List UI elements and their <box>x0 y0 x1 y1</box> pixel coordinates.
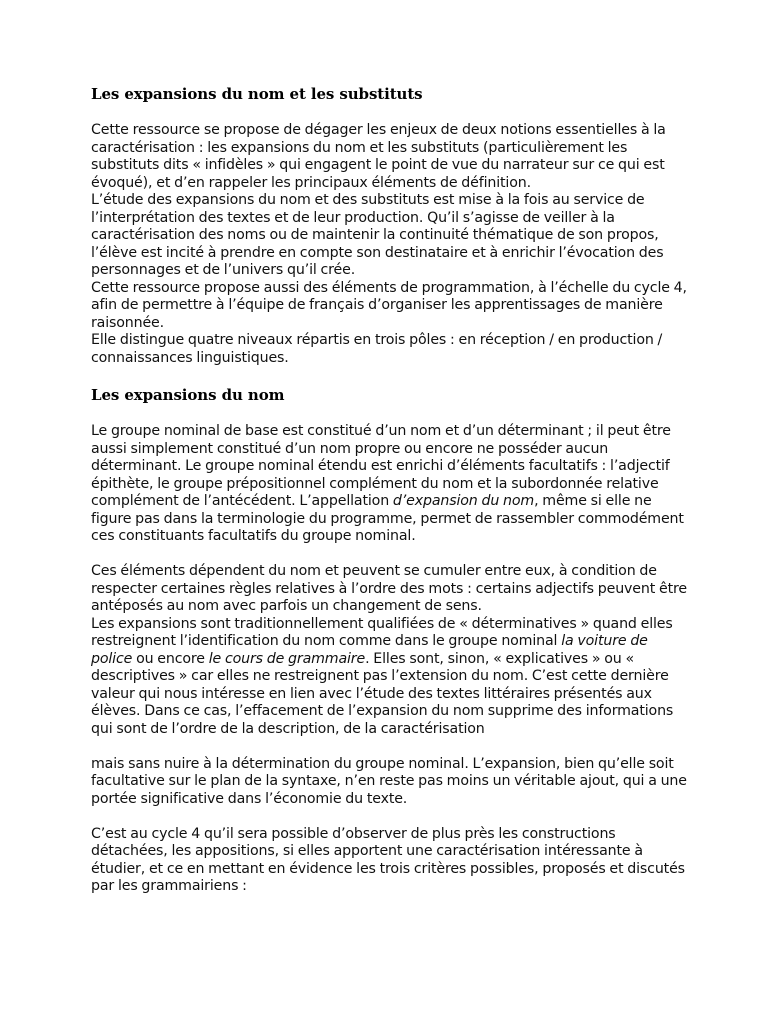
section-paragraph-1 <box>91 423 691 546</box>
section-paragraph-2: Ces éléments dépendent du nom et peuvent se cumuler entre eux, à condition de respecter certaines règles relatives à l’ordre des mots : certains adjectifs peuvent être antéposés au nom avec parfois un changement de sens. <box>91 563 687 614</box>
intro-paragraph-1: Cette ressource se propose de dégager les enjeux de deux notions essentielles à la caractérisation : les expansions du nom et les substituts (particulièrement les substituts dits « infidèles » qui engagent le point de vue du narrateur sur ce qui est évoqué), et d’en rappeler les principaux éléments de définition. <box>91 122 666 191</box>
spacer <box>91 546 691 564</box>
intro-paragraph-3: Cette ressource propose aussi des éléments de programmation, à l’échelle du cycle 4, afin de permettre à l’équipe de français d’organiser les apprentissages de manière raisonnée. <box>91 279 687 331</box>
spacer <box>91 405 691 423</box>
text-run: , même si elle ne figure pas dans la terminologie du programme, permet de rassembler commodément ces constituants facultatifs du groupe nominal. <box>91 493 684 544</box>
spacer <box>91 738 691 756</box>
text-run: . Elles sont, sinon, « explicatives » ou « descriptives » car elles ne restreignent pas l’extension du nom. C’est cette dernière valeur qui nous intéresse en lien avec l’étude des textes littéraires présentés aux élèves. Dans ce cas, l’effacement de l’expansion du nom supprime des informations qui sont de l’ordre de la description, de la caractérisation <box>91 650 674 737</box>
text-run: Le groupe nominal de base est constitué d’un nom et d’un déterminant ; il peut être aussi simplement constitué d’un nom propre ou encore ne posséder aucun déterminant. Le groupe nominal étendu est enrichi d’éléments facultatifs : l’adjectif épithète, le groupe prépositionnel complément du nom et la subordonnée relative complément de l’antécédent. L’appellation <box>91 423 671 509</box>
document-page <box>91 84 691 896</box>
spacer <box>91 808 691 826</box>
section-paragraph-3 <box>91 616 691 739</box>
section-paragraph-5: C’est au cycle 4 qu’il sera possible d’observer de plus près les constructions détachées, les appositions, si elles apportent une caractérisation intéressante à étudier, et ce en mettant en évidence les trois critères possibles, proposés et discutés par les grammairiens : <box>91 825 685 894</box>
italic-term: d’expansion du nom <box>392 493 535 509</box>
italic-example: la voiture de police <box>91 633 648 667</box>
section-paragraph-4: mais sans nuire à la détermination du groupe nominal. L’expansion, bien qu’elle soit facultative sur le plan de la syntaxe, n’en reste pas moins un véritable ajout, qui a une portée significative dans l’économie du texte. <box>91 755 687 807</box>
section-heading: Les expansions du nom <box>91 386 285 404</box>
text-run: Les expansions sont traditionnellement qualifiées de « déterminatives » quand elles restreignent l’identification du nom comme dans le groupe nominal <box>91 615 673 649</box>
intro-paragraph-4: Elle distingue quatre niveaux répartis en trois pôles : en réception / en production / connaissances linguistiques. <box>91 332 663 366</box>
main-heading: Les expansions du nom et les substituts <box>91 85 423 103</box>
text-run: ou encore <box>132 650 209 667</box>
italic-example: le cours de grammaire <box>208 650 366 667</box>
spacer <box>91 367 691 385</box>
intro-paragraph-2: L’étude des expansions du nom et des substituts est mise à la fois au service de l’interprétation des textes et de leur production. Qu’il s’agisse de veiller à la caractérisation des noms ou de maintenir la continuité thématique de son propos, l’élève est incité à prendre en compte son destinataire et à enrichir l’évocation des personnages et de l’univers qu’il crée. <box>91 192 664 278</box>
spacer <box>91 104 691 122</box>
